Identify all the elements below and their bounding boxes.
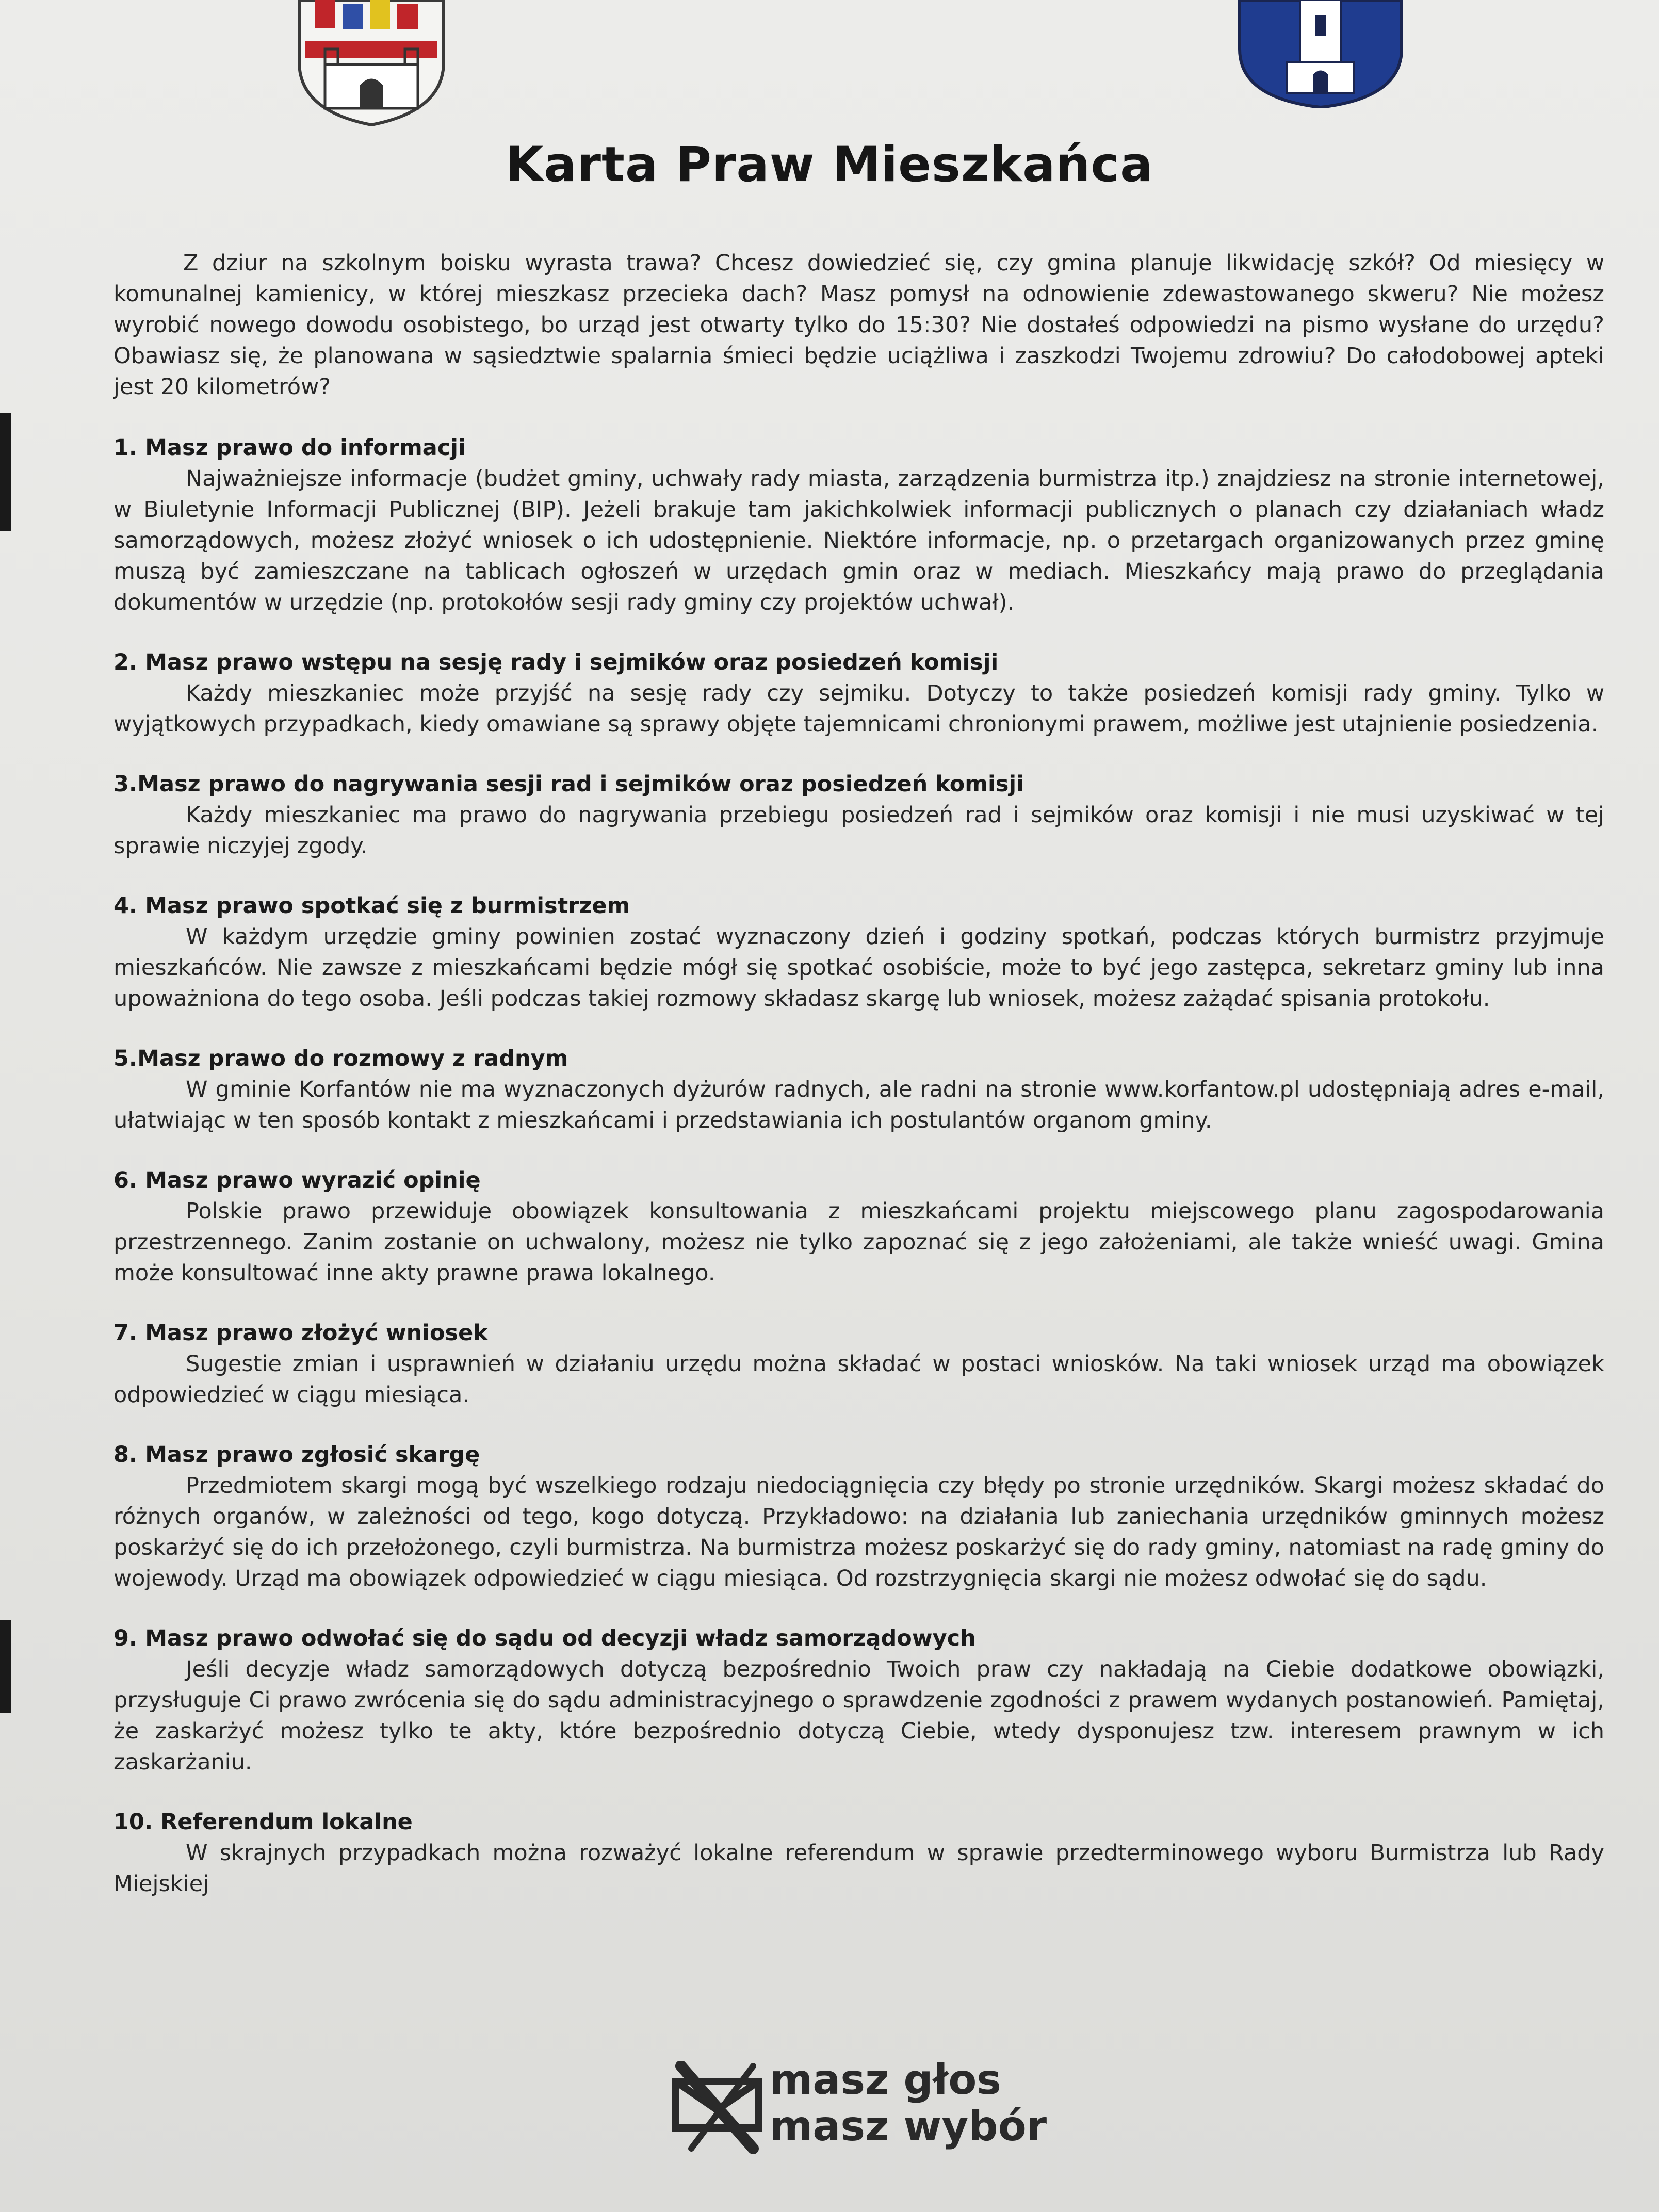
section-8 (113, 1439, 1604, 1594)
edge-shadow (0, 413, 11, 531)
section-heading: 9. Masz prawo odwołać się do sądu od decyzji władz samorządowych (113, 1625, 976, 1651)
page-title: Karta Praw Mieszkańca (506, 137, 1153, 193)
section-heading: 4. Masz prawo spotkać się z burmistrzem (113, 893, 630, 919)
section-3 (113, 769, 1604, 861)
intro-paragraph: Z dziur na szkolnym boisku wyrasta trawa? Chcesz dowiedzieć się, czy gmina planuje likwidację szkół? Od miesięcy w komunalnej kamienicy, w której mieszkasz przecieka dach? Masz pomysł na odnowienie zdewastowanego skweru? Nie możesz wyrobić nowego dowodu osobistego, bo urząd jest otwarty tylko do 15:30? Nie dostałeś odpowiedzi na pismo wysłane do urzędu? Obawiasz się, że planowana w sąsiedztwie spalarnia śmieci będzie uciążliwa i zaszkodzi Twojemu zdrowiu? Do całodobowej apteki jest 20 kilometrów? (113, 250, 1604, 400)
section-paragraph: Najważniejsze informacje (budżet gminy, uchwały rady miasta, zarządzenia burmistrza itp.) znajdziesz na stronie internetowej, w Biuletynie Informacji Publicznej (BIP). Jeżeli brakuje tam jakichkolwiek informacji publicznych o planach czy działaniach władz samorządowych, możesz złożyć wniosek o ich udostępnienie. Niektóre informacje, np. o przetargach organizowanych przez gminę muszą być zamieszczane na tablicach ogłoszeń w urzędach gmin oraz w mediach. Mieszkańcy mają prawo do przeglądania dokumentów w urzędzie (np. protokołów sesji rady gminy czy projektów uchwał). (113, 466, 1604, 615)
section-heading: 7. Masz prawo złożyć wniosek (113, 1320, 488, 1346)
section-4 (113, 890, 1604, 1014)
section-paragraph: W każdym urzędzie gminy powinien zostać wyznaczony dzień i godziny spotkań, podczas których burmistrz przyjmuje mieszkańców. Nie zawsze z mieszkańcami będzie mógł się spotkać osobiście, może to być jego zastępca, sekretarz gminy lub inna upoważniona do tego osoba. Jeśli podczas takiej rozmowy składasz skargę lub wniosek, możesz zażądać spisania protokołu. (113, 924, 1604, 1012)
ballot-check-icon (671, 2061, 763, 2154)
section-paragraph: Jeśli decyzje władz samorządowych dotyczą bezpośrednio Twoich praw czy nakładają na Ciebie dodatkowe obowiązki, przysługuje Ci prawo zwrócenia się do sądu administracyjnego o sprawdzenie zgodności z prawem wydanych postanowień. Pamiętaj, że zaskarżyć możesz tylko te akty, które bezpośrednio dotyczą Ciebie, wtedy dysponujesz tzw. interesem prawnym w ich zaskarżaniu. (113, 1656, 1604, 1775)
section-paragraph: Polskie prawo przewiduje obowiązek konsultowania z mieszkańcami projektu miejscowego planu zagospodarowania przestrzennego. Zanim zostanie on uchwalony, możesz nie tylko zapoznać się z jego założeniami, ale także wnieść uwagi. Gmina może konsultować inne akty prawne prawa lokalnego. (113, 1198, 1604, 1286)
coat-of-arms-right-icon (1235, 0, 1406, 108)
section-paragraph: Każdy mieszkaniec ma prawo do nagrywania przebiegu posiedzeń rad i sejmików oraz komisji i nie musi uzyskiwać w tej sprawie niczyjej zgody. (113, 802, 1604, 859)
section-heading: 8. Masz prawo zgłosić skargę (113, 1442, 480, 1468)
section-paragraph: W gminie Korfantów nie ma wyznaczonych dyżurów radnych, ale radni na stronie www.korfantow.pl udostępniają adres e-mail, ułatwiając w ten sposób kontakt z mieszkańcami i przedstawiania ich postulantów organom gminy. (113, 1077, 1604, 1133)
section-paragraph: Każdy mieszkaniec może przyjść na sesję rady czy sejmiku. Dotyczy to także posiedzeń komisji rady gminy. Tylko w wyjątkowych przypadkach, kiedy omawiane są sprawy objęte tajemnicami chronionymi prawem, możliwe jest utajnienie posiedzenia. (113, 680, 1604, 737)
section-heading: 2. Masz prawo wstępu na sesję rady i sejmików oraz posiedzeń komisji (113, 649, 999, 675)
section-heading: 6. Masz prawo wyrazić opinię (113, 1167, 481, 1193)
logo-text (770, 2057, 1047, 2150)
section-6 (113, 1165, 1604, 1289)
section-2 (113, 647, 1604, 740)
section-1 (113, 432, 1604, 618)
section-paragraph: Przedmiotem skargi mogą być wszelkiego rodzaju niedociągnięcia czy błędy po stronie urzędników. Skargi możesz składać do różnych organów, w zależności od tego, kogo dotyczą. Przykładowo: na działania lub zaniechania urzędników gminnych możesz poskarżyć się do ich przełożonego, czyli burmistrza. Na burmistrza możesz poskarżyć się do rady gminy, natomiast na radę gminy do wojewody. Urząd ma obowiązek odpowiedzieć w ciągu miesiąca. Od rozstrzygnięcia skargi nie możesz odwołać się do sądu. (113, 1473, 1604, 1591)
section-7 (113, 1318, 1604, 1410)
section-heading: 10. Referendum lokalne (113, 1809, 413, 1835)
section-heading: 3.Masz prawo do nagrywania sesji rad i sejmików oraz posiedzeń komisji (113, 771, 1024, 797)
logo-line-1: masz głos (770, 2056, 1001, 2104)
section-paragraph: W skrajnych przypadkach można rozważyć lokalne referendum w sprawie przedterminowego wyboru Burmistrza lub Rady Miejskiej (113, 1840, 1604, 1897)
footer-logo (671, 2056, 1063, 2164)
edge-shadow (0, 1620, 11, 1713)
coat-of-arms-left-icon (294, 0, 449, 126)
section-paragraph: Sugestie zmian i usprawnień w działaniu urzędu można składać w postaci wniosków. Na taki wniosek urząd ma obowiązek odpowiedzieć w ciągu miesiąca. (113, 1351, 1604, 1408)
section-5 (113, 1043, 1604, 1136)
document-body (113, 248, 1604, 1928)
logo-line-2: masz wybór (770, 2102, 1047, 2150)
section-heading: 1. Masz prawo do informacji (113, 435, 466, 461)
section-9 (113, 1623, 1604, 1778)
section-heading: 5.Masz prawo do rozmowy z radnym (113, 1046, 568, 1071)
section-10 (113, 1807, 1604, 1899)
